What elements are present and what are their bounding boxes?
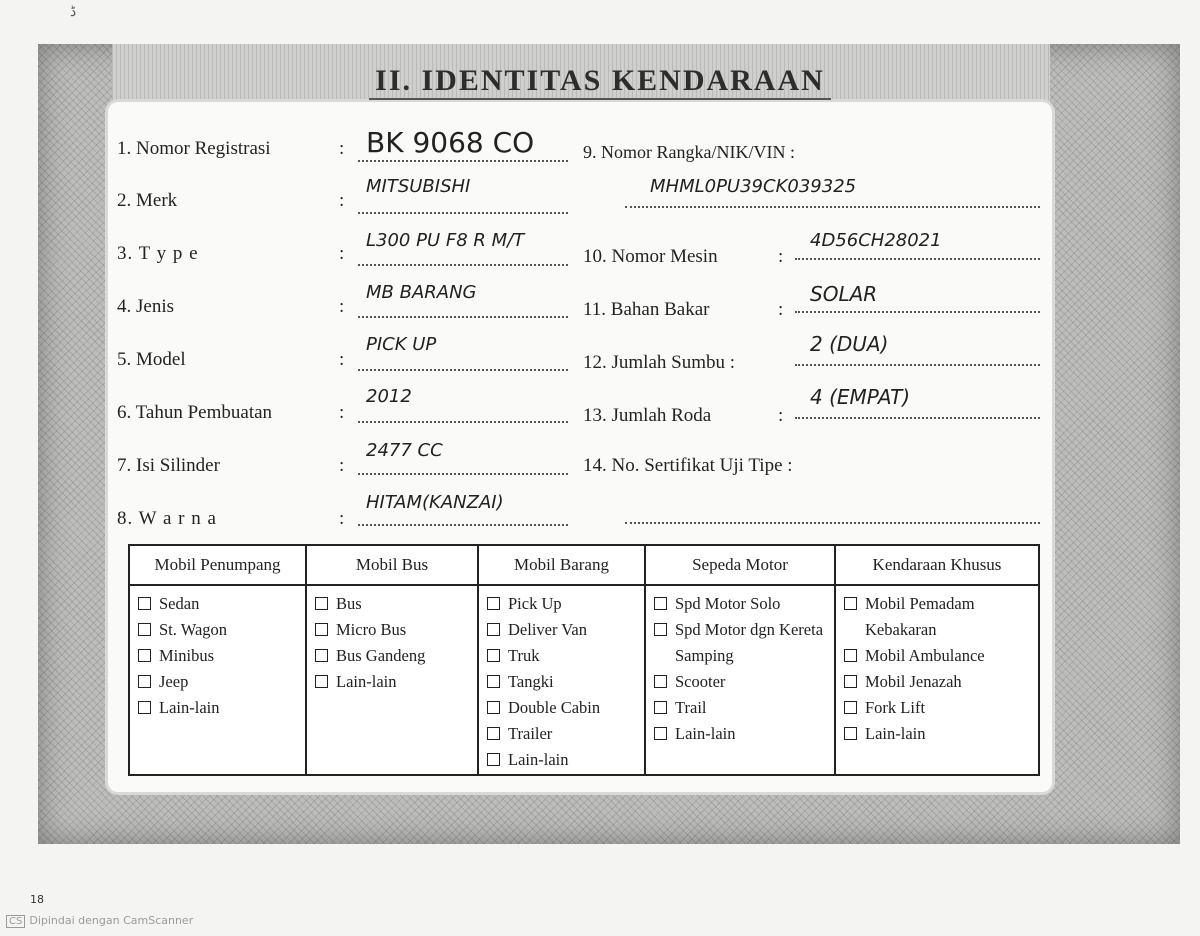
dotted-line — [358, 473, 568, 475]
category-header: Mobil Bus — [307, 546, 477, 586]
checkbox-icon — [487, 701, 500, 714]
checkbox-icon — [315, 649, 328, 662]
category-mobil-penumpang — [130, 546, 307, 774]
checkbox-icon — [315, 675, 328, 688]
checkbox-icon — [654, 623, 667, 636]
category-mobil-bus — [307, 546, 479, 774]
category-mobil-barang — [479, 546, 646, 774]
colon: : — [339, 402, 345, 423]
checkbox-label: Jeep — [159, 672, 189, 691]
category-header: Mobil Penumpang — [130, 546, 305, 586]
checkbox-item[interactable] — [654, 721, 834, 747]
checkbox-label: Mobil Ambulance — [865, 646, 985, 665]
field-label-nomor-rangka: 9. Nomor Rangka/NIK/VIN : — [583, 142, 795, 162]
checkbox-label: Pick Up — [508, 594, 562, 613]
category-sepeda-motor — [646, 546, 836, 774]
checkbox-icon — [654, 597, 667, 610]
checkbox-icon — [487, 597, 500, 610]
checkbox-item[interactable] — [487, 669, 644, 695]
checkbox-label: Trailer — [508, 724, 553, 743]
dotted-line — [625, 522, 1040, 524]
corner-scribble: ڈ — [70, 5, 77, 20]
page-mark: 18 — [30, 893, 44, 906]
colon: : — [339, 508, 345, 529]
field-value-tahun-pembuatan: 2012 — [366, 386, 412, 407]
field-label-tahun-pembuatan: 6. Tahun Pembuatan — [117, 402, 273, 423]
field-value-bahan-bakar: SOLAR — [810, 282, 878, 306]
checkbox-item[interactable] — [844, 695, 1038, 721]
checkbox-label: Double Cabin — [508, 698, 601, 717]
colon: : — [339, 296, 345, 317]
category-header: Sepeda Motor — [646, 546, 834, 586]
dotted-line — [358, 264, 568, 266]
checkbox-item[interactable] — [138, 695, 305, 721]
field-value-warna: HITAM(KANZAI) — [366, 492, 504, 513]
dotted-line — [358, 212, 568, 214]
checkbox-label: Mobil Pemadam Kebakaran — [865, 594, 975, 639]
field-value-isi-silinder: 2477 CC — [366, 440, 443, 461]
checkbox-item[interactable] — [844, 591, 1038, 643]
checkbox-label: Lain-lain — [675, 724, 736, 743]
checkbox-icon — [138, 623, 151, 636]
checkbox-icon — [315, 623, 328, 636]
checkbox-label: Tangki — [508, 672, 554, 691]
checkbox-label: Lain-lain — [508, 750, 569, 769]
checkbox-label: Sedan — [159, 594, 200, 613]
field-value-model: PICK UP — [366, 334, 437, 355]
field-label-nomor-registrasi: 1. Nomor Registrasi — [117, 138, 271, 159]
checkbox-label: Lain-lain — [336, 672, 397, 691]
field-value-jenis: MB BARANG — [366, 282, 477, 303]
field-value-type: L300 PU F8 R M/T — [366, 230, 525, 251]
field-value-jumlah-roda: 4 (EMPAT) — [810, 385, 911, 409]
checkbox-icon — [654, 701, 667, 714]
dotted-line — [795, 417, 1040, 419]
checkbox-icon — [315, 597, 328, 610]
dotted-line — [795, 258, 1040, 260]
category-kendaraan-khusus — [836, 546, 1038, 774]
checkbox-icon — [487, 649, 500, 662]
dotted-line — [358, 421, 568, 423]
checkbox-label: Micro Bus — [336, 620, 407, 639]
checkbox-item[interactable] — [654, 617, 834, 669]
checkbox-icon — [487, 727, 500, 740]
checkbox-item[interactable] — [487, 747, 644, 773]
dotted-line — [358, 524, 568, 526]
checkbox-item[interactable] — [315, 643, 477, 669]
colon: : — [778, 246, 784, 267]
checkbox-item[interactable] — [138, 643, 305, 669]
dotted-line — [358, 369, 568, 371]
checkbox-label: Fork Lift — [865, 698, 926, 717]
dotted-line — [795, 364, 1040, 366]
checkbox-icon — [487, 675, 500, 688]
checkbox-label: Minibus — [159, 646, 215, 665]
field-value-nomor-rangka: MHML0PU39CK039325 — [650, 176, 857, 197]
dotted-line — [625, 206, 1040, 208]
field-label-model: 5. Model — [117, 349, 186, 370]
field-label-jumlah-roda: 13. Jumlah Roda — [583, 405, 712, 426]
colon: : — [339, 138, 345, 159]
colon: : — [339, 190, 345, 211]
checkbox-item[interactable] — [654, 669, 834, 695]
checkbox-item[interactable] — [138, 591, 305, 617]
category-header: Kendaraan Khusus — [836, 546, 1038, 586]
checkbox-icon — [138, 675, 151, 688]
checkbox-label: Lain-lain — [865, 724, 926, 743]
checkbox-item[interactable] — [487, 617, 644, 643]
field-label-type: 3. T y p e — [117, 243, 199, 264]
checkbox-item[interactable] — [315, 617, 477, 643]
checkbox-item[interactable] — [138, 617, 305, 643]
checkbox-icon — [844, 675, 857, 688]
dotted-line — [358, 316, 568, 318]
colon: : — [339, 455, 345, 476]
checkbox-icon — [654, 727, 667, 740]
checkbox-icon — [844, 727, 857, 740]
checkbox-item[interactable] — [487, 591, 644, 617]
field-label-bahan-bakar: 11. Bahan Bakar — [583, 299, 710, 320]
field-label-isi-silinder: 7. Isi Silinder — [117, 455, 220, 476]
vehicle-category-table — [128, 544, 1040, 776]
field-value-nomor-registrasi: BK 9068 CO — [366, 126, 535, 159]
checkbox-label: Mobil Jenazah — [865, 672, 962, 691]
checkbox-label: Lain-lain — [159, 698, 220, 717]
field-value-jumlah-sumbu: 2 (DUA) — [810, 332, 889, 356]
checkbox-icon — [487, 623, 500, 636]
field-label-merk: 2. Merk — [117, 190, 178, 211]
field-value-nomor-mesin: 4D56CH28021 — [810, 230, 942, 251]
checkbox-label: Bus — [336, 594, 362, 613]
scanner-watermark — [6, 914, 193, 928]
field-label-warna: 8. W a r n a — [117, 508, 217, 529]
colon: : — [339, 243, 345, 264]
field-label-jenis: 4. Jenis — [117, 296, 174, 317]
section-title: II. IDENTITAS KENDARAAN — [0, 64, 1200, 100]
checkbox-icon — [844, 597, 857, 610]
dotted-line — [795, 311, 1040, 313]
checkbox-label: Scooter — [675, 672, 726, 691]
colon: : — [778, 299, 784, 320]
checkbox-icon — [654, 675, 667, 688]
checkbox-icon — [138, 701, 151, 714]
category-header: Mobil Barang — [479, 546, 644, 586]
dotted-line — [358, 160, 568, 162]
checkbox-icon — [844, 649, 857, 662]
checkbox-item[interactable] — [844, 721, 1038, 747]
scanner-text: Dipindai dengan CamScanner — [29, 914, 194, 927]
checkbox-icon — [844, 701, 857, 714]
checkbox-icon — [487, 753, 500, 766]
checkbox-item[interactable] — [487, 695, 644, 721]
checkbox-item[interactable] — [315, 669, 477, 695]
checkbox-icon — [138, 597, 151, 610]
field-label-no-sertifikat: 14. No. Sertifikat Uji Tipe : — [583, 455, 793, 476]
checkbox-item[interactable] — [654, 591, 834, 617]
field-label-jumlah-sumbu: 12. Jumlah Sumbu : — [583, 352, 736, 373]
checkbox-label: Spd Motor dgn Kereta Samping — [675, 620, 824, 665]
checkbox-label: Spd Motor Solo — [675, 594, 781, 613]
checkbox-label: Trail — [675, 698, 707, 717]
checkbox-item[interactable] — [844, 669, 1038, 695]
checkbox-item[interactable] — [487, 721, 644, 747]
checkbox-item[interactable] — [654, 695, 834, 721]
colon: : — [778, 405, 784, 426]
field-value-merk: MITSUBISHI — [366, 176, 471, 197]
field-label-nomor-mesin: 10. Nomor Mesin — [583, 246, 718, 267]
checkbox-item[interactable] — [315, 591, 477, 617]
checkbox-label: Truk — [508, 646, 540, 665]
checkbox-label: Deliver Van — [508, 620, 587, 639]
checkbox-item[interactable] — [487, 643, 644, 669]
colon: : — [339, 349, 345, 370]
checkbox-label: Bus Gandeng — [336, 646, 426, 665]
checkbox-item[interactable] — [138, 669, 305, 695]
checkbox-icon — [138, 649, 151, 662]
checkbox-label: St. Wagon — [159, 620, 228, 639]
camscanner-logo: CS — [6, 915, 25, 928]
checkbox-item[interactable] — [844, 643, 1038, 669]
